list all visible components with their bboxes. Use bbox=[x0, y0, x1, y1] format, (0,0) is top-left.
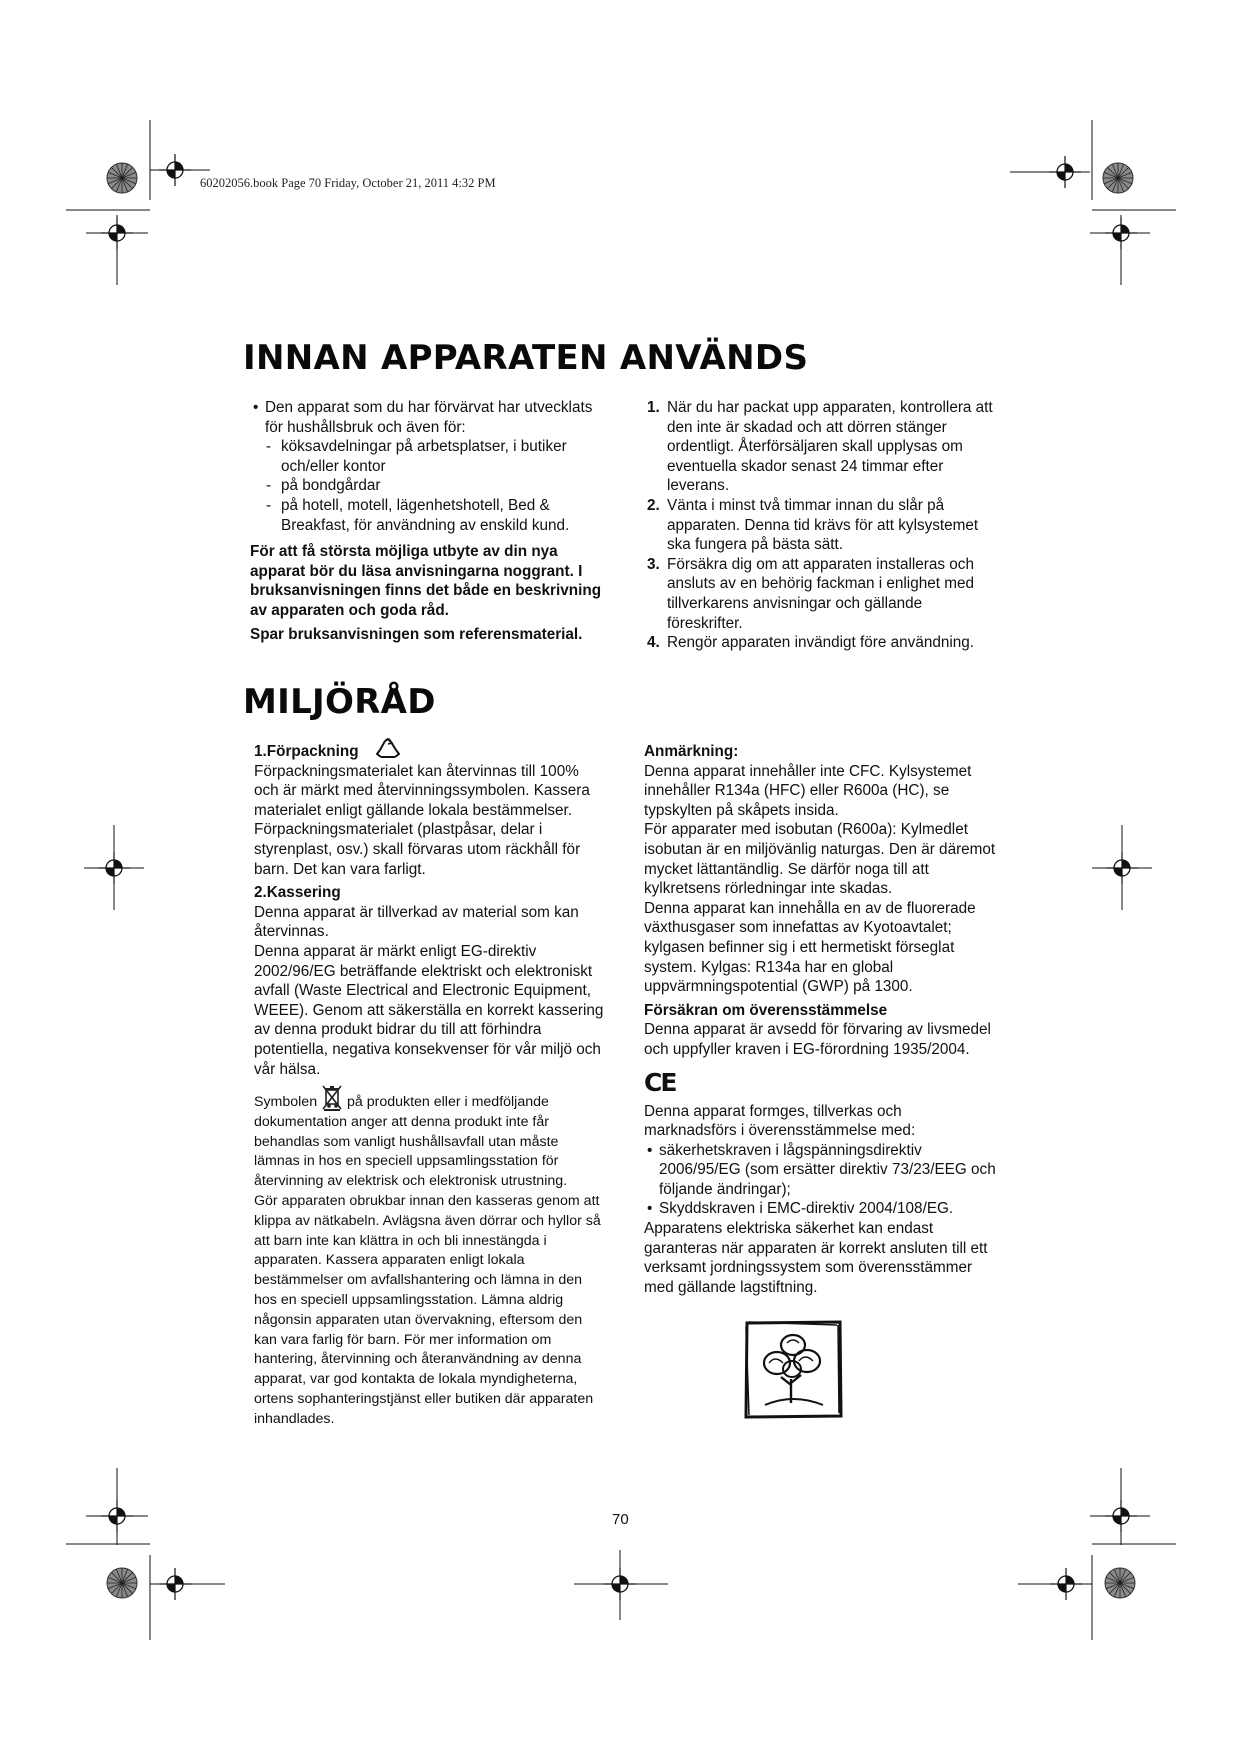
note-text-1: Denna apparat innehåller inte CFC. Kylsystemet innehåller R134a (HFC) eller R600a (HC), se typskylten på skåpets insida. bbox=[644, 762, 972, 819]
disposal-heading: 2.Kassering bbox=[254, 884, 341, 902]
step-text: Rengör apparaten invändigt före användning. bbox=[667, 634, 975, 652]
bottom-center-mark bbox=[574, 1550, 668, 1620]
note-text-2: För apparater med isobutan (R600a): Kylmedlet isobutan är en miljövänlig naturgas. Den är däremot mycket lättantändlig. Se därför noga till att kylkretsens rörledningar inte skadas. bbox=[644, 821, 996, 898]
conformity-item-text: säkerhetskraven i lågspänningsdirektiv 2006/95/EG (som ersätter direktiv 73/23/EEG och följande ändringar); bbox=[659, 1141, 996, 1198]
conformity-intro: Denna apparat formges, tillverkas och marknadsförs i överensstämmelse med: bbox=[644, 1102, 916, 1140]
disposal-text-1: Denna apparat är tillverkad av material som kan återvinnas. bbox=[254, 903, 579, 941]
use-item-text: på bondgårdar bbox=[281, 477, 381, 495]
corner-marks-bottom-left bbox=[66, 1468, 225, 1640]
packaging-heading-text: 1.Förpackning bbox=[254, 743, 359, 760]
corner-marks-top-left bbox=[66, 120, 210, 285]
corner-marks-top-right bbox=[1010, 120, 1176, 285]
weee-text-before: Symbolen bbox=[254, 1094, 322, 1111]
print-header: 60202056.book Page 70 Friday, October 21, 2011 4:32 PM bbox=[200, 176, 496, 190]
step-text: Vänta i minst två timmar innan du slår på apparaten. Denna tid krävs för att kylsystemet ska fungera på bästa sätt. bbox=[667, 496, 979, 554]
read-instructions-note: För att få största möjliga utbyte av din nya apparat bör du läsa anvisningarna noggrant. I bruksanvisningen finns det både en beskrivning av apparaten och goda råd. bbox=[250, 543, 602, 619]
conformity-item-text: Skyddskraven i EMC-direktiv 2004/108/EG. bbox=[659, 1200, 954, 1218]
scrap-instructions: Gör apparaten obrukbar innan den kasseras genom att klippa av nätkabeln. Avlägsna även dörrar och hyllor så att barn inte kan klättra in och bli innestängda i apparaten. Kassera apparaten enligt lokala bestämmelser om avfallshantering och lämna in den hos en speciell uppsamlingsstation. Lämna aldrig någonsin apparaten utan övervakning, eftersom den kan vara farlig för barn. För mer information om hantering, återvinning och återanvändning av denna apparat, var god kontakta de lokala myndigheterna, ortens sophanteringstjänst eller butiken där apparaten inhandlades. bbox=[254, 1193, 601, 1427]
step-text: När du har packat upp apparaten, kontrollera att den inte är skadad och att dörren stänger ordentligt. Återförsäljaren skall upplysas om eventuella skador senast 24 timmar efter leverans. bbox=[667, 399, 993, 495]
note-text-3: Denna apparat kan innehålla en av de fluorerade växthusgaser som innefattas av Kyotoavtalet; kylgasen befinner sig i ett hermetiskt förseglat system. Kylgas: R134a har en global uppvärmningspotential (GWP) på 1300. bbox=[644, 899, 976, 996]
conformity-text: Denna apparat är avsedd för förvaring av livsmedel och uppfyller kraven i EG-förordning 1935/2004. bbox=[644, 1021, 991, 1058]
step-number: 1. bbox=[647, 399, 660, 416]
keep-instructions-note: Spar bruksanvisningen som referensmaterial. bbox=[250, 625, 583, 643]
use-item-text: köksavdelningar på arbetsplatser, i butiker och/eller kontor bbox=[281, 438, 567, 475]
step-number: 4. bbox=[647, 634, 660, 652]
ce-mark: CE bbox=[644, 1067, 676, 1097]
corner-marks-bottom-right bbox=[1018, 1468, 1176, 1640]
intro-bullet-text: Den apparat som du har förvärvat har utvecklats för hushållsbruk och även för: bbox=[265, 399, 593, 436]
side-marks-middle bbox=[84, 825, 1152, 910]
step-number: 3. bbox=[647, 555, 660, 573]
section-title-environment: MILJÖRÅD bbox=[243, 682, 436, 722]
page-number: 70 bbox=[612, 1511, 629, 1528]
electrical-safety-text: Apparatens elektriska säkerhet kan endast garanteras när apparaten är korrekt ansluten till ett verksamt jordningssystem som överensstämmer med gällande lagstiftning. bbox=[644, 1220, 988, 1296]
conformity-heading: Försäkran om överensstämmelse bbox=[644, 1001, 888, 1019]
step-number: 2. bbox=[647, 496, 660, 514]
disposal-text-2: Denna apparat är märkt enligt EG-direktiv 2002/96/EG beträffande elektriskt och elektroniskt avfall (Waste Electrical and Electronic Equipment, WEEE). Genom att säkerställa en korrekt kassering av denna produkt bidrar du till att förhindra potentiella, negativa konsekvenser för vår miljö och vår hälsa. bbox=[254, 942, 604, 1078]
packaging-text: Förpackningsmaterialet kan återvinnas till 100% och är märkt med återvinningssymbolen. Kassera materialet enligt gällande lokala bestämmelser. Förpackningsmaterialet (plastpåsar, delar i styrenplast, osv.) skall förvaras utom räckhåll för barn. Det kan vara farligt. bbox=[254, 762, 590, 878]
use-item-text: på hotell, motell, lägenhetshotell, Bed & Breakfast, för användning av enskild kund. bbox=[281, 496, 570, 534]
step-text: Försäkra dig om att apparaten installeras och ansluts av en behörig fackman i enlighet med tillverkarens anvisningar och gällande föreskrifter. bbox=[667, 555, 974, 632]
weee-text-after: på produkten eller i medföljande dokumentation anger att denna produkt inte får behandlas som vanligt hushållsavfall utan måste lämnas in hos en speciell uppsamlingsstation för återvinning av elektrisk och elektronisk utrustning. bbox=[254, 1094, 568, 1190]
note-heading: Anmärkning: bbox=[644, 743, 739, 760]
section-title-before-use: INNAN APPARATEN ANVÄNDS bbox=[243, 338, 809, 378]
